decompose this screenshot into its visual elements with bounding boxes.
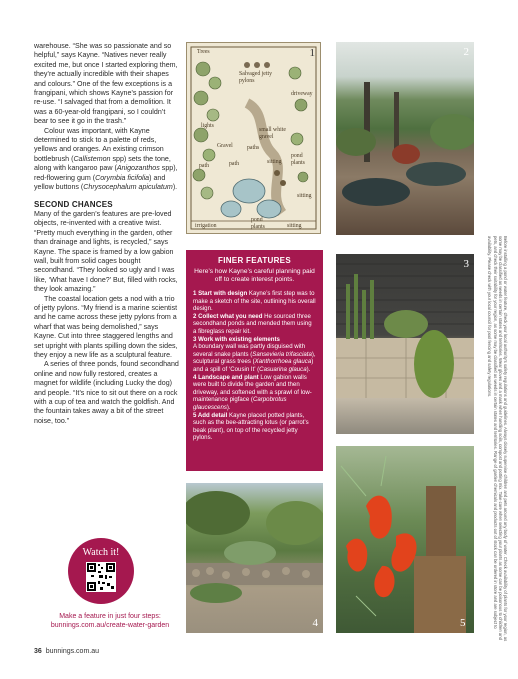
sketch-label-lights: lights [201,123,214,129]
page-footer: 36 bunnings.com.au [34,648,100,655]
finer-features-steps [193,290,316,442]
sketch-label-small-white-gravel: small white gravel [259,127,286,140]
step-4: 4 Landscape and plant Low gabion walls were built to divide the garden and then driveway, and softened with a sprawl of low-maintenance pigface (Carpobrotus glaucescens). [193,373,312,411]
photo-number-4: 4 [312,617,318,629]
photo-number-1: 1 [309,47,315,59]
watch-it-badge[interactable] [68,538,134,604]
paragraph-colour: Colour was important, with Kayne determined to stick to a palette of reds, yellows and oranges. An existing crimson bottlebrush (Callistemon spp) sets the tone, along with kangaroo paw (Anigozanthos spp), red-flowering gum (Corymbia ficifolia) and yellow buttons (Chrysocephalum apiculatum). [34,126,178,192]
sketch-label-sitting: sitting [267,159,282,165]
sketch-label-sitting-3: sitting [297,193,312,199]
make-feature-link[interactable]: bunnings.com.au/create-water-garden [50,622,170,629]
photo-number-2: 2 [463,46,469,58]
finer-features-title: FINER FEATURES [218,256,291,265]
sketch-label-pond-plants: pond plants [291,153,305,166]
sketch-label-paths: paths [247,145,260,151]
disclaimer-text: Before installing a pond or water feature, check your local authority’s safety regulations and guidelines. Always closely supervise children and pets around any body of water. Check availability of plants for your region, as some may be classified as weeds in certain states and territories. Wear gloves and a mask when handling soils, compost and potting mix. Take care when selecting your plants as some can be poisonous to children and pets, and check their suitability for your region, as some may be classified as weeds in certain states and territories. Range of garden chemicals and products out of stock can be ordered in store and are subject to availability. Please check with your local council for pool fencing and safety regulations. [487,236,508,642]
photo-5-scene [336,446,474,633]
photo-3-scene [336,254,474,434]
photo-gabion-wall-pigface [186,483,323,633]
step-2: 2 Collect what you need He sourced three secondhand ponds and mended them using a fibreglass repair kit. [193,312,312,335]
photo-number-5: 5 [460,617,466,629]
section-heading-second-chances: SECOND CHANCES [34,199,113,209]
qr-code-icon[interactable] [86,562,116,592]
watch-it-title: Watch it! [82,547,120,558]
disclaimer-vertical [478,236,508,648]
photo-2-scene [336,42,474,235]
sketch-label-irrigation: irrigation [195,223,217,229]
sketch-label-trees: Trees [197,49,210,55]
sketch-label-pond-plants-2: pond plants [251,217,265,230]
garden-sketch-image [186,42,321,234]
paragraph-warehouse: warehouse. “She was so passionate and so helpful,” says Kayne. “Natives never really excited me, but once I started exploring them, they’re actually incredible with their shapes and colours.” One of the few exceptions is a frangipani, which shows Kayne’s passion for re-use. “I salvaged that from a demolition. It was a 60-year-old frangipani, so I couldn’t bear to see it go in the trash.” [34,42,178,126]
finer-features-box [186,250,323,471]
sketch-label-driveway: driveway [291,91,313,97]
paragraph-preloved: Many of the garden’s features are pre-loved objects, re-invented with a creative twist. “Pretty much everything in the garden, other than drainage and lights, is recycled,” says Kayne. The space is framed by a low gabion wall, built from solid cages bought secondhand. “They looked so ugly and I was like, ‘What have I done?’ But, filled with rocks, they look amazing.” [34,209,178,294]
photo-ponds-garden [336,42,474,235]
photo-number-3: 3 [463,258,469,270]
paragraph-ponds: A series of three ponds, found secondhand online and now fully restored, creates a magnet for wildlife (including Lucky the dog) and people. “It’s nice to sit out there on a rock with a cup of tea and watch the goldfish. And the fountain takes away a bit of the street noise, too.” [34,360,179,425]
step-5: 5 Add detail Kayne placed potted plants, such as the bee-attracting lotus (or parrot’s beak plant), on top of the recycled jetty pylons. [193,411,309,442]
article-left-column [34,42,180,426]
step-3: 3 Work with existing elements A boundary wall was partly disguised with several snake plants (Sansevieria trifasciata), sculptural grass trees (Xanthorrhoea glauca) and a spill of ‘Cousin It’ (Casuarina glauca). [193,335,316,373]
finer-features-intro: Here’s how Kayne’s careful planning paid off to create interest points. [194,268,315,283]
step-1: 1 Start with design Kayne’s first step was to make a sketch of the site, outlining his overall design. [193,290,316,313]
photo-4-scene [186,483,323,633]
sketch-label-sitting-2: sitting [287,223,302,229]
qr-code-pattern [86,562,116,592]
photo-boundary-wall-plants [336,254,474,434]
photo-parrots-beak-plant [336,446,474,633]
sketch-label-gravel: Gravel [217,143,233,149]
sketch-label-path: path [229,161,239,167]
sketch-label-path-2: path [199,163,209,169]
paragraph-jetty-pylons: The coastal location gets a nod with a trio of jetty pylons. “My friend is a marine scientist and he came across these jetty pylons from a wharf that was being demolished,” says Kayne. Cut into three staggered lengths and set upright with plants spilling down the sides, they enjoy a new life as a sculptural feature. [34,294,178,359]
make-feature-text: Make a feature in just four steps: [59,613,161,620]
sketch-label-pylons: Salvaged jetty pylons [239,71,273,84]
